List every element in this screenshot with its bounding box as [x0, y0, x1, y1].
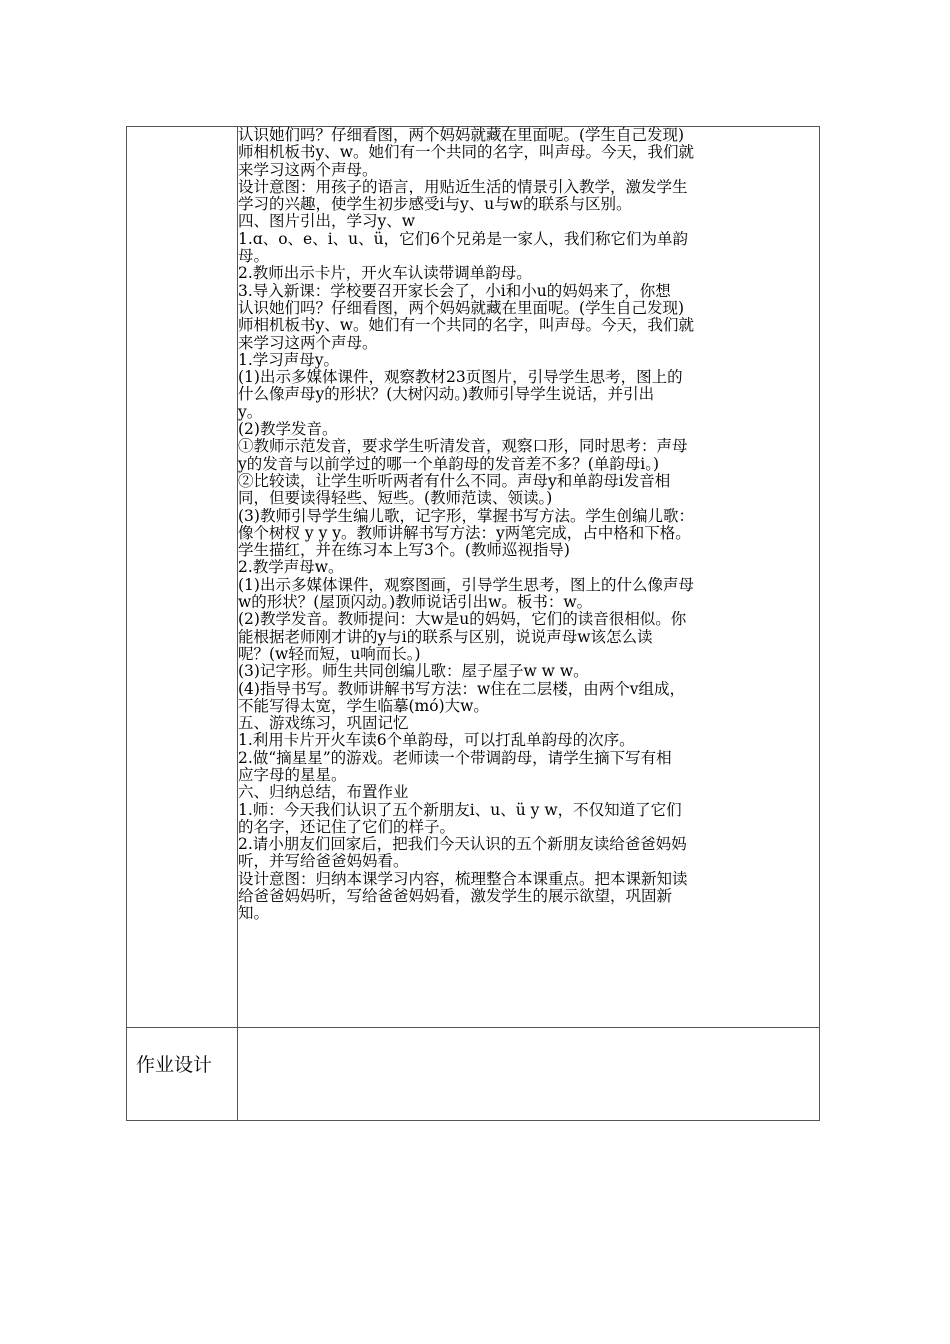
content-line: 2.教学声母w。 [238, 558, 344, 577]
content-line: 听，并写给爸爸妈妈看。 [238, 852, 409, 871]
content-line: 学生描红，并在练习本上写3个。(教师巡视指导) [238, 541, 570, 560]
content-line: (3)记字形。师生共同创编儿歌：屋子屋子w w w。 [238, 662, 589, 681]
content-line: 五、游戏练习，巩固记忆 [238, 714, 409, 733]
content-line: 设计意图：用孩子的语言，用贴近生活的情景引入教学，激发学生 [238, 177, 688, 196]
content-line: (4)指导书写。教师讲解书写方法：w住在二层楼，由两个v组成， [238, 679, 685, 698]
content-line: y。 [238, 402, 263, 421]
teaching-process-content [238, 127, 820, 1028]
content-line: 母。 [238, 247, 270, 266]
content-line: ②比较读，让学生听听两者有什么不同。声母y和单韵母i发音相 [238, 471, 671, 490]
lesson-plan-table [126, 126, 820, 1121]
content-line: 应字母的星星。 [238, 765, 347, 784]
content-line: 1.ɑ、o、e、i、u、ü，它们6个兄弟是一家人，我们称它们为单韵 [238, 229, 689, 248]
content-line: 像个树杈 y y y。教师讲解书写方法：y两笔完成，占中格和下格。 [238, 523, 691, 542]
content-line: 六、归纳总结，布置作业 [238, 783, 409, 802]
content-line: (2)教学发音。 [238, 420, 338, 439]
content-line: 能根据老师刚才讲的y与i的联系与区别，说说声母w该怎么读 [238, 627, 653, 646]
content-line: 2.做“摘星星”的游戏。老师读一个带调韵母，请学生摘下写有相 [238, 748, 672, 767]
content-line: 1.利用卡片开火车读6个单韵母，可以打乱单韵母的次序。 [238, 731, 635, 750]
content-line: 1.师：今天我们认识了五个新朋友i、u、ü y w，不仅知道了它们 [238, 800, 682, 819]
content-line: 1.学习声母y。 [238, 350, 340, 369]
row-label-cell [127, 127, 238, 1028]
homework-label: 作业设计 [136, 1054, 213, 1076]
teaching-process-row [127, 127, 820, 1028]
content-line: (2)教学发音。教师提问：大w是u的妈妈，它们的读音很相似。你 [238, 610, 687, 629]
homework-content-cell [238, 1028, 820, 1121]
content-line: 师相机板书y、w。她们有一个共同的名字，叫声母。今天，我们就 [238, 316, 695, 335]
content-line: 认识她们吗？仔细看图，两个妈妈就藏在里面呢。(学生自己发现) [238, 298, 685, 317]
content-line: 2.教师出示卡片，开火车认读带调单韵母。 [238, 264, 532, 283]
content-line: 设计意图：归纳本课学习内容，梳理整合本课重点。把本课新知读 [238, 869, 688, 888]
content-line: 师相机板书y、w。她们有一个共同的名字，叫声母。今天，我们就 [238, 143, 695, 162]
content-line: 3.导入新课：学校要召开家长会了，小i和小u的妈妈来了，你想 [238, 281, 671, 300]
content-line: ①教师示范发音，要求学生听清发音，观察口形，同时思考：声母 [238, 437, 688, 456]
content-line: 认识她们吗？仔细看图，两个妈妈就藏在里面呢。(学生自己发现) [238, 126, 685, 144]
content-line: 的名字，还记住了它们的样子。 [238, 817, 456, 836]
content-line: 给爸爸妈妈听，写给爸爸妈妈看，激发学生的展示欲望，巩固新 [238, 887, 673, 906]
content-line: 知。 [238, 904, 270, 923]
content-line: 来学习这两个声母。 [238, 160, 378, 179]
content-line: 来学习这两个声母。 [238, 333, 378, 352]
content-line: 同，但要读得轻些、短些。(教师范读、领读。) [238, 489, 553, 508]
content-line: 不能写得太宽，学生临摹(mó)大w。 [238, 696, 489, 715]
content-line: y的发音与以前学过的哪一个单韵母的发音差不多？(单韵母i。) [238, 454, 660, 473]
content-line: (3)教师引导学生编儿歌，记字形，掌握书写方法。学生创编儿歌： [238, 506, 694, 525]
content-line: (1)出示多媒体课件，观察教材23页图片，引导学生思考，图上的 [238, 368, 683, 387]
content-line: 2.请小朋友们回家后，把我们今天认识的五个新朋友读给爸爸妈妈 [238, 835, 687, 854]
homework-row [127, 1028, 820, 1121]
content-line: w的形状？(屋顶闪动。)教师说话引出w。板书：w。 [238, 593, 593, 612]
content-line: (1)出示多媒体课件，观察图画，引导学生思考，图上的什么像声母 [238, 575, 694, 594]
content-line: 四、图片引出，学习y、w [238, 212, 416, 231]
homework-label-cell [127, 1028, 238, 1121]
content-lines [238, 127, 819, 923]
content-line: 呢？(w轻而短，u响而长。) [238, 644, 421, 663]
content-line: 什么像声母y的形状？(大树闪动。)教师引导学生说话，并引出 [238, 385, 655, 404]
content-line: 学习的兴趣，使学生初步感受i与y、u与w的联系与区别。 [238, 195, 632, 214]
